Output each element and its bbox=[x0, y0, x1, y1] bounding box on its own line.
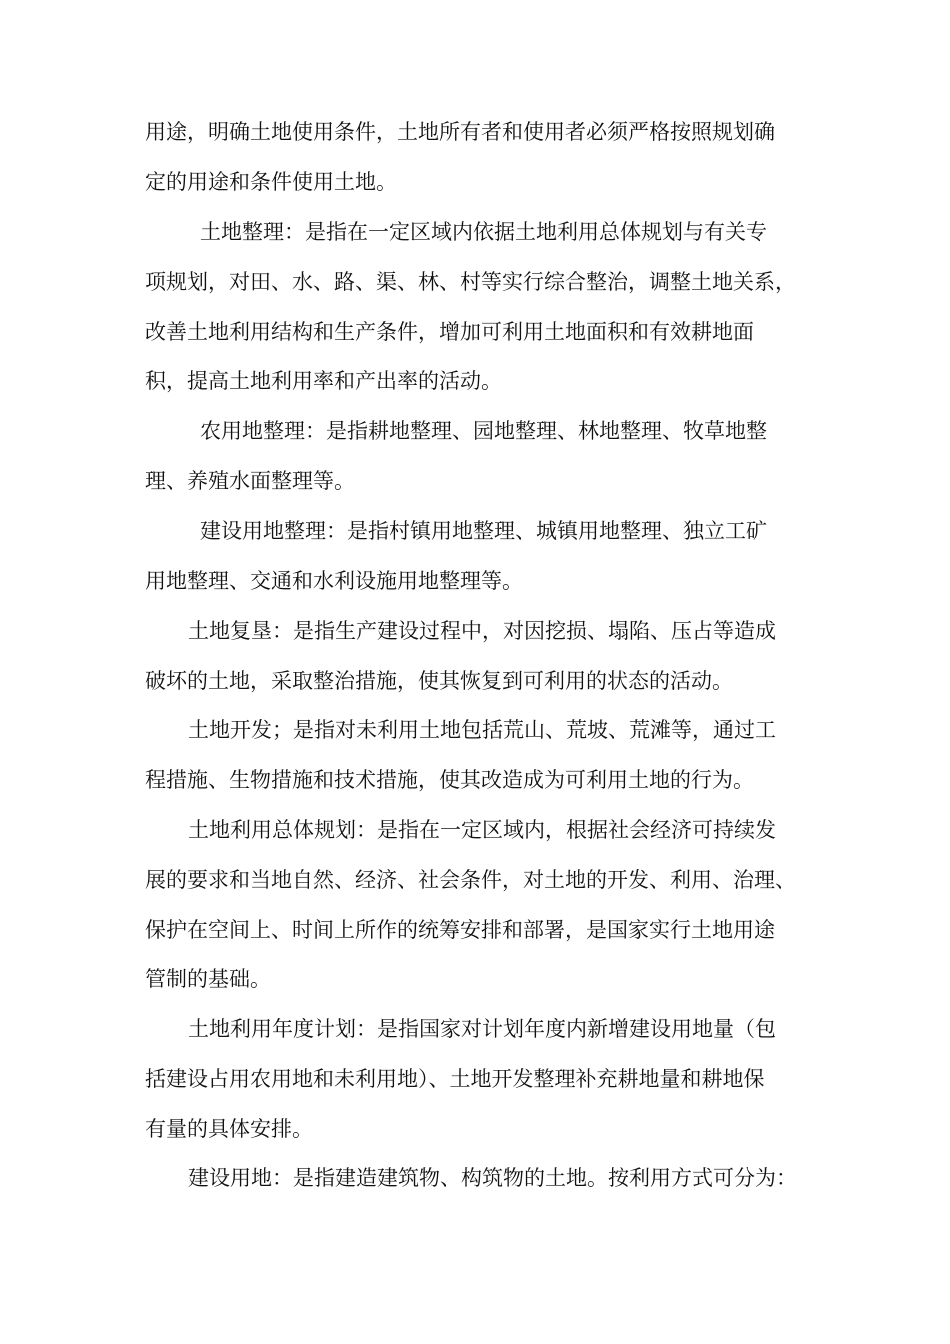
paragraph-annual-plan-line: 土地利用年度计划：是指国家对计划年度内新增建设用地量（包 bbox=[188, 1017, 776, 1041]
paragraph-construction-land-consolidation-line: 建设用地整理：是指村镇用地整理、城镇用地整理、独立工矿 bbox=[200, 519, 767, 543]
body-text-line: 改善土地利用结构和生产条件，增加可利用土地面积和有效耕地面 bbox=[145, 320, 754, 344]
paragraph-construction-land-line: 建设用地：是指建造建筑物、构筑物的土地。按利用方式可分为： bbox=[188, 1166, 797, 1190]
paragraph-land-reclamation-line: 土地复垦：是指生产建设过程中，对因挖损、塌陷、压占等造成 bbox=[188, 619, 776, 643]
body-text-line: 破坏的土地，采取整治措施，使其恢复到可利用的状态的活动。 bbox=[145, 669, 733, 693]
body-text-line: 积，提高土地利用率和产出率的活动。 bbox=[145, 369, 502, 393]
body-text-line: 定的用途和条件使用土地。 bbox=[145, 170, 397, 194]
body-text-line: 用地整理、交通和水利设施用地整理等。 bbox=[145, 569, 523, 593]
body-text-line: 用途，明确土地使用条件，土地所有者和使用者必须严格按照规划确 bbox=[145, 120, 775, 144]
paragraph-land-consolidation-line: 土地整理：是指在一定区域内依据土地利用总体规划与有关专 bbox=[200, 220, 767, 244]
body-text-line: 括建设占用农用地和未利用地）、土地开发整理补充耕地量和耕地保 bbox=[145, 1067, 765, 1091]
body-text-line: 理、养殖水面整理等。 bbox=[145, 469, 355, 493]
body-text-line: 管制的基础。 bbox=[145, 967, 271, 991]
body-text-line: 有量的具体安排。 bbox=[145, 1117, 313, 1141]
body-text-line: 展的要求和当地自然、经济、社会条件，对土地的开发、利用、治理、 bbox=[145, 868, 796, 892]
paragraph-land-development-line: 土地开发；是指对未利用土地包括荒山、荒坡、荒滩等，通过工 bbox=[188, 718, 776, 742]
body-text-line: 保护在空间上、时间上所作的统筹安排和部署，是国家实行土地用途 bbox=[145, 918, 775, 942]
paragraph-overall-plan-line: 土地利用总体规划：是指在一定区域内，根据社会经济可持续发 bbox=[188, 818, 776, 842]
paragraph-farmland-consolidation-line: 农用地整理：是指耕地整理、园地整理、林地整理、牧草地整 bbox=[200, 419, 767, 443]
body-text-line: 程措施、生物措施和技术措施，使其改造成为可利用土地的行为。 bbox=[145, 768, 754, 792]
body-text-line: 项规划，对田、水、路、渠、林、村等实行综合整治，调整土地关系， bbox=[145, 270, 796, 294]
